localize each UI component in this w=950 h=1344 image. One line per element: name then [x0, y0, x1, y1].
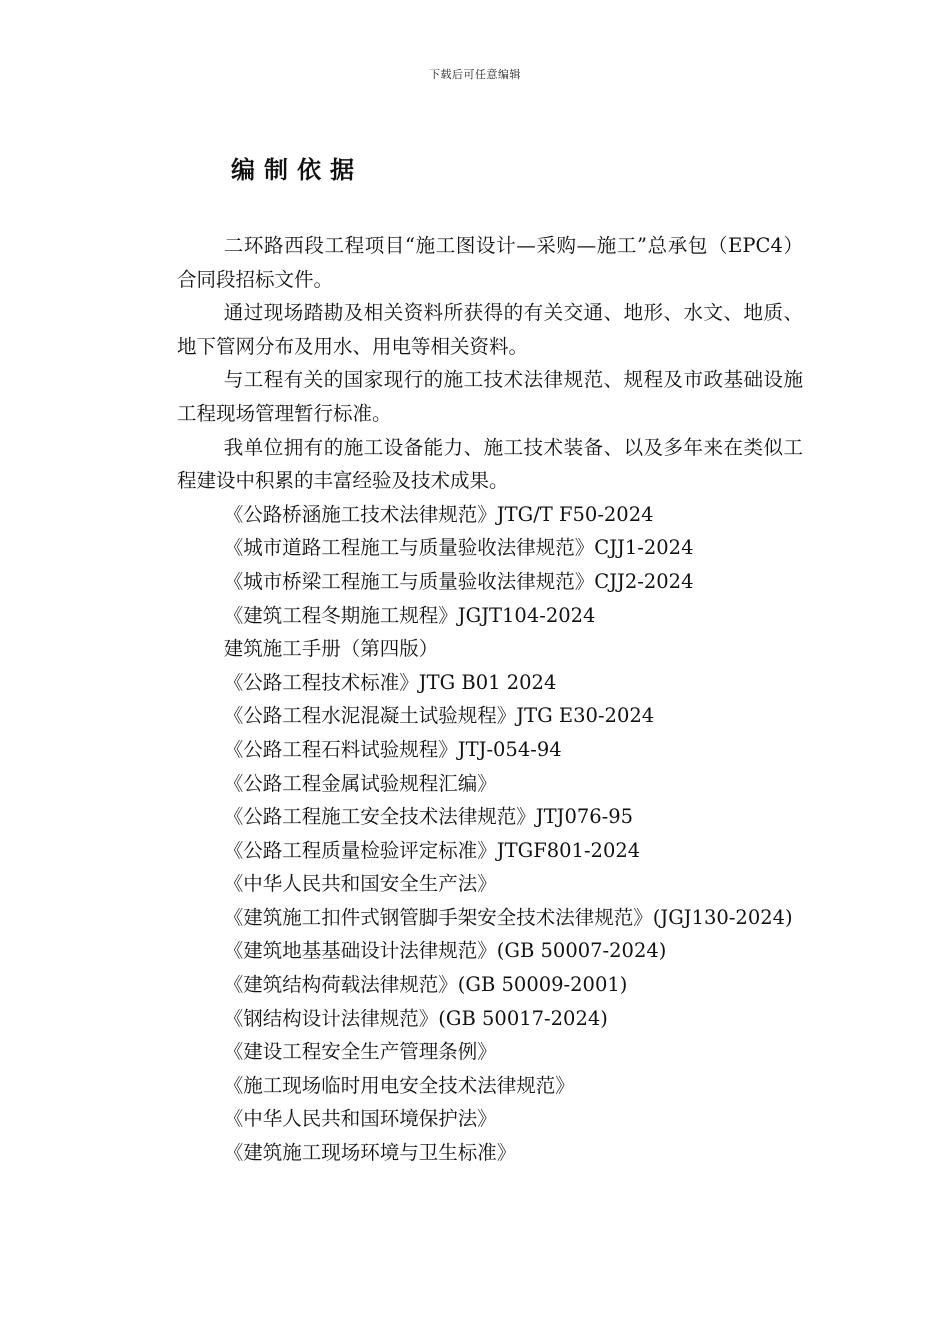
reference-item: 《公路工程石料试验规程》JTJ-054-94: [223, 737, 562, 761]
basis-paragraph: 二环路西段工程项目“施工图设计—采购—施工”总承包（EPC4）合同段招标文件。: [177, 234, 803, 291]
reference-item: 《公路工程质量检验评定标准》JTGF801-2024: [223, 838, 641, 862]
reference-item: 《施工现场临时用电安全技术法律规范》: [223, 1073, 575, 1097]
reference-item: 《中华人民共和国环境保护法》: [223, 1107, 497, 1131]
reference-item: 《城市桥梁工程施工与质量验收法律规范》CJJ2-2024: [223, 569, 694, 593]
reference-item: 《公路工程水泥混凝土试验规程》JTG E30-2024: [223, 704, 655, 728]
reference-item: 《建筑地基基础设计法律规范》(GB 50007-2024): [223, 939, 667, 963]
reference-item: 《钢结构设计法律规范》(GB 50017-2024): [223, 1006, 608, 1030]
reference-item: 《中华人民共和国安全生产法》: [223, 872, 497, 896]
document-title: 编制依据: [231, 155, 363, 184]
document-body: [177, 229, 803, 1170]
reference-item: 《建筑施工现场环境与卫生标准》: [223, 1141, 517, 1165]
reference-item: 《建设工程安全生产管理条例》: [223, 1040, 497, 1064]
reference-item: 《城市道路工程施工与质量验收法律规范》CJJ1-2024: [223, 536, 694, 560]
reference-item: 《公路工程金属试验规程汇编》: [223, 771, 497, 795]
reference-item: 建筑施工手册（第四版）: [223, 637, 439, 661]
reference-item: 《建筑结构荷载法律规范》(GB 50009-2001): [223, 973, 628, 997]
reference-item: 《公路工程施工安全技术法律规范》JTJ076-95: [223, 805, 634, 829]
reference-item: 《公路工程技术标准》JTG B01 2024: [223, 670, 557, 694]
reference-item: 《公路桥涵施工技术法律规范》JTG/T F50-2024: [223, 502, 654, 526]
page-header-note: 下载后可任意编辑: [429, 68, 521, 81]
basis-paragraph: 我单位拥有的施工设备能力、施工技术装备、以及多年来在类似工程建设中积累的丰富经验及技术成果。: [177, 435, 803, 493]
basis-paragraph: 与工程有关的国家现行的施工技术法律规范、规程及市政基础设施工程现场管理暂行标准。: [177, 368, 803, 425]
reference-item: 《建筑工程冬期施工规程》JGJT104-2024: [223, 603, 596, 627]
reference-item: 《建筑施工扣件式钢管脚手架安全技术法律规范》(JGJ130-2024): [223, 905, 793, 929]
basis-paragraph: 通过现场踏勘及相关资料所获得的有关交通、地形、水文、地质、地下管网分布及用水、用电等相关资料。: [177, 301, 803, 358]
